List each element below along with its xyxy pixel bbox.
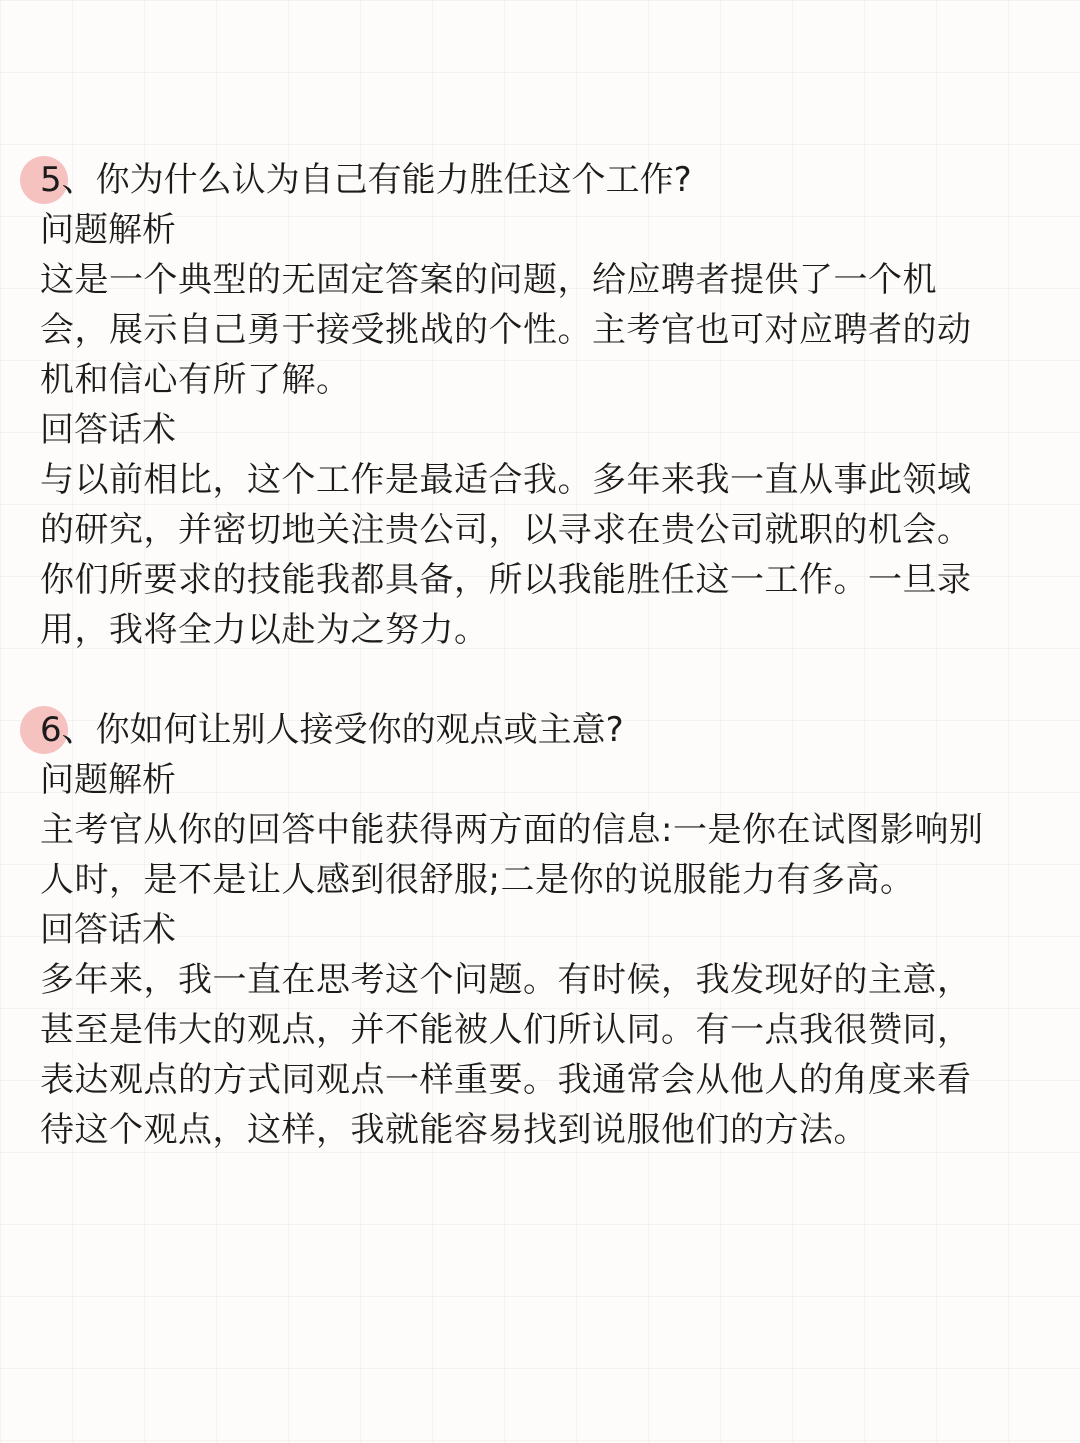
- answer-line: 多年来，我一直在思考这个问题。有时候，我发现好的主意，: [40, 960, 972, 1000]
- question-heading: [40, 155, 1040, 205]
- analysis-line: 主考官从你的回答中能获得两方面的信息:一是你在试图影响别: [40, 810, 984, 850]
- answer-line: 你们所要求的技能我都具备，所以我能胜任这一工作。一旦录: [40, 560, 972, 600]
- answer-line: 甚至是伟大的观点，并不能被人们所认同。有一点我很赞同，: [40, 1010, 972, 1050]
- answer-line: 用，我将全力以赴为之努力。: [40, 610, 489, 650]
- analysis-line: 会，展示自己勇于接受挑战的个性。主考官也可对应聘者的动: [40, 310, 972, 350]
- question-section-6: [40, 705, 1040, 1155]
- analysis-label: 问题解析: [40, 760, 176, 800]
- answer-line: 与以前相比，这个工作是最适合我。多年来我一直从事此领域: [40, 460, 972, 500]
- answer-label: 回答话术: [40, 910, 176, 950]
- answer-line: 表达观点的方式同观点一样重要。我通常会从他人的角度来看: [40, 1060, 972, 1100]
- analysis-label: 问题解析: [40, 210, 176, 250]
- analysis-line: 人时，是不是让人感到很舒服;二是你的说服能力有多高。: [40, 860, 915, 900]
- analysis-line: 机和信心有所了解。: [40, 360, 351, 400]
- analysis-line: 这是一个典型的无固定答案的问题，给应聘者提供了一个机: [40, 260, 937, 300]
- answer-line: 的研究，并密切地关注贵公司，以寻求在贵公司就职的机会。: [40, 510, 972, 550]
- question-heading: [40, 705, 1040, 755]
- question-number: 5: [40, 160, 62, 200]
- question-section-5: [40, 155, 1040, 655]
- question-text: 、你为什么认为自己有能力胜任这个工作?: [61, 160, 692, 200]
- question-number: 6: [40, 710, 62, 750]
- answer-line: 待这个观点，这样，我就能容易找到说服他们的方法。: [40, 1110, 868, 1150]
- answer-label: 回答话术: [40, 410, 176, 450]
- question-text: 、你如何让别人接受你的观点或主意?: [61, 710, 624, 750]
